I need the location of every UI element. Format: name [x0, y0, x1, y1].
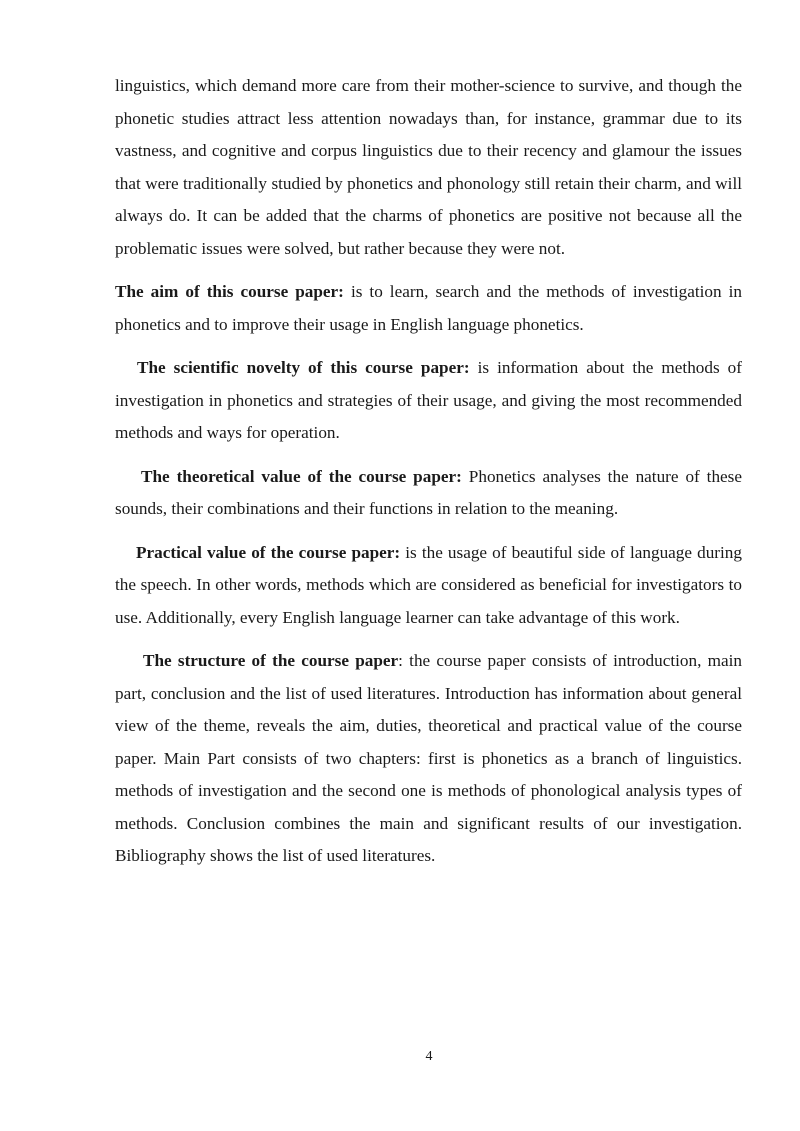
novelty-text: is information about the methods of investigation in phonetics and strategies of their usage, and giving the most recommended methods and ways for operation.	[115, 358, 742, 442]
theoretical-value-paragraph	[115, 461, 742, 526]
novelty-heading: The scientific novelty of this course paper:	[137, 358, 470, 377]
structure-text: : the course paper consists of introduction, main part, conclusion and the list of used literatures. Introduction has information about general view of the theme, reveals the aim, duties, theoretical and practical value of the course paper. Main Part consists of two chapters: first is phonetics as a branch of linguistics. methods of investigation and the second one is methods of phonological analysis types of methods. Conclusion combines the main and significant results of our investigation. Bibliography shows the list of used literatures.	[115, 651, 742, 865]
theoretical-value-text: Phonetics analyses the nature of these sounds, their combinations and their functions in relation to the meaning.	[115, 466, 742, 518]
aim-text: is to learn, search and the methods of investigation in phonetics and to improve their usage in English language phonetics.	[115, 282, 743, 334]
intro-continuation-paragraph: linguistics, which demand more care from their mother-science to survive, and though the phonetic studies attract less attention nowadays than, for instance, grammar due to its vastness, and cognitive and corpus linguistics due to their recency and glamour the issues that were traditionally studied by phonetics and phonology still retain their charm, and will always do. It can be added that the charms of phonetics are positive not because all the problematic issues were solved, but rather because they were not.	[115, 76, 742, 258]
document-page	[115, 70, 742, 873]
aim-heading: The aim of this course paper:	[115, 282, 344, 301]
practical-value-text: is the usage of beautiful side of language during the speech. In other words, methods which are considered as beneficial for investigators to use. Additionally, every English language learner can take advantage of this work.	[115, 542, 742, 627]
structure-heading: The structure of the course paper	[143, 651, 399, 670]
practical-value-heading: Practical value of the course paper:	[136, 542, 401, 562]
novelty-paragraph	[115, 352, 742, 450]
practical-value-paragraph	[115, 537, 742, 635]
aim-paragraph	[115, 276, 742, 341]
theoretical-value-heading: The theoretical value of the course paper:	[141, 466, 462, 486]
structure-paragraph	[115, 645, 742, 873]
page-number: 4	[425, 1049, 433, 1064]
